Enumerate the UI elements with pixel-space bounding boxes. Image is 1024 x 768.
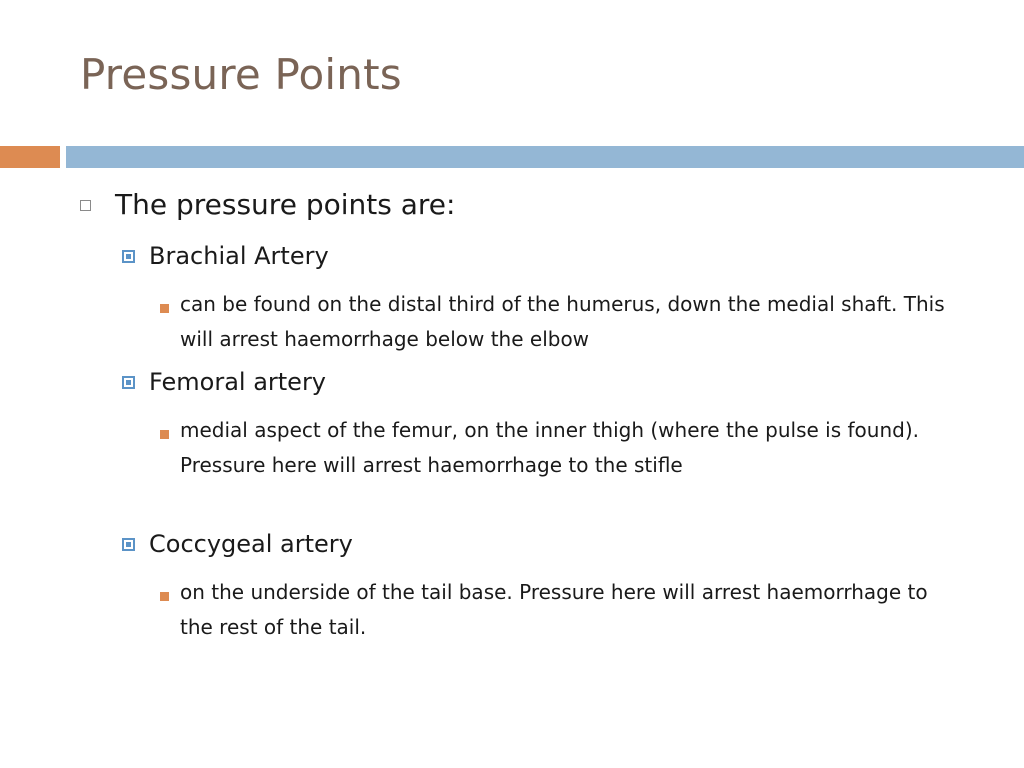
point-heading-text: Brachial Artery <box>149 242 329 270</box>
point-heading-brachial <box>122 242 329 270</box>
point-heading-text: Femoral artery <box>149 368 327 396</box>
orange-square-bullet-icon <box>160 592 169 601</box>
point-detail-text: on the underside of the tail base. Pressure here will arrest haemorrhage to the rest of the tail. <box>180 580 928 639</box>
blue-square-bullet-icon <box>122 250 135 263</box>
point-detail-coccygeal <box>160 580 960 645</box>
hollow-square-bullet-icon <box>80 200 91 211</box>
slide-title: Pressure Points <box>80 50 402 99</box>
intro-text: The pressure points are: <box>115 188 456 221</box>
point-detail-femoral <box>160 418 960 483</box>
point-detail-brachial <box>160 292 960 357</box>
orange-square-bullet-icon <box>160 430 169 439</box>
point-heading-text: Coccygeal artery <box>149 530 353 558</box>
bullet-level1 <box>80 188 455 221</box>
orange-square-bullet-icon <box>160 304 169 313</box>
point-detail-text: medial aspect of the femur, on the inner thigh (where the pulse is found). Pressure here will arrest haemorrhage to the stifle <box>180 418 919 477</box>
point-detail-text: can be found on the distal third of the humerus, down the medial shaft. This will arrest haemorrhage below the elbow <box>180 292 945 351</box>
blue-square-bullet-icon <box>122 538 135 551</box>
point-heading-coccygeal <box>122 530 353 558</box>
blue-square-bullet-icon <box>122 376 135 389</box>
point-heading-femoral <box>122 368 326 396</box>
